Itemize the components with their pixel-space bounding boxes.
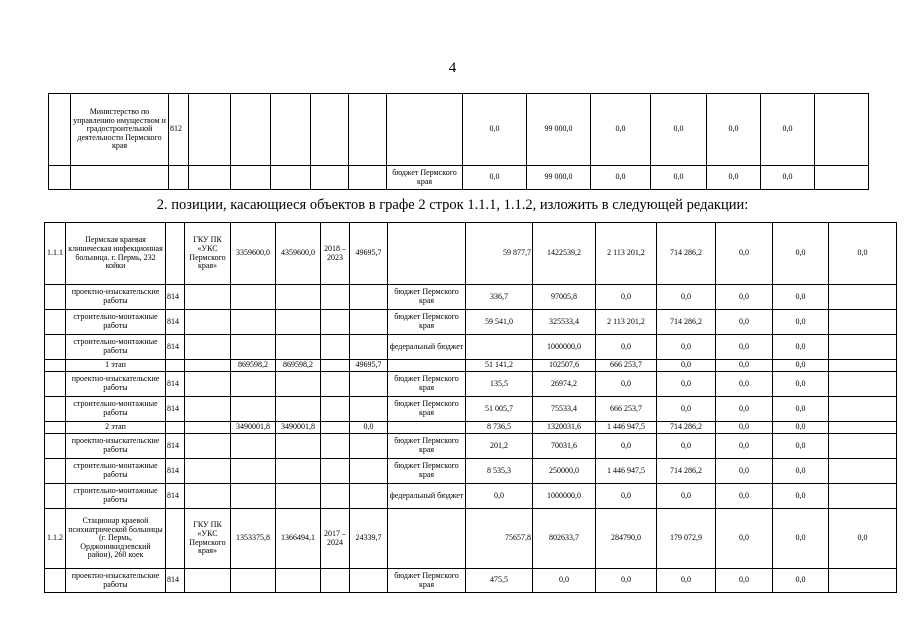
empty-cell — [829, 422, 897, 434]
empty-cell — [231, 459, 276, 484]
row-number: 1.1.2 — [45, 509, 66, 569]
empty-cell — [321, 285, 350, 310]
cell: 0,0 — [773, 372, 829, 397]
cell: 0,0 — [651, 94, 707, 166]
empty-cell — [231, 372, 276, 397]
cell: 0,0 — [773, 569, 829, 593]
empty-cell — [45, 310, 66, 335]
empty-cell — [45, 422, 66, 434]
code: 814 — [166, 434, 185, 459]
empty-cell — [321, 310, 350, 335]
empty-cell — [185, 569, 231, 593]
cell: 75533,4 — [533, 397, 596, 422]
code: 814 — [166, 397, 185, 422]
cell: 59 877,7 — [466, 223, 533, 285]
stage-name: 1 этап — [66, 360, 166, 372]
cell: 0,0 — [773, 285, 829, 310]
cell: 0,0 — [657, 335, 716, 360]
empty-cell — [388, 509, 466, 569]
code: 814 — [166, 569, 185, 593]
empty-cell — [45, 434, 66, 459]
empty-cell — [321, 459, 350, 484]
section-heading: 2. позиции, касающиеся объектов в графе 2 строк 1.1.1, 1.1.2, изложить в следующей редакции: — [156, 197, 749, 213]
cell: 0,0 — [657, 360, 716, 372]
stage-row — [45, 422, 897, 434]
cell: 0,0 — [657, 397, 716, 422]
cost-value: 869598,2 — [276, 360, 321, 372]
empty-cell — [388, 360, 466, 372]
empty-cell — [231, 310, 276, 335]
cell: 714 286,2 — [657, 459, 716, 484]
cell: 714 286,2 — [657, 310, 716, 335]
empty-cell — [829, 459, 897, 484]
period: 2018 – 2023 — [321, 223, 350, 285]
empty-cell — [231, 335, 276, 360]
empty-cell — [350, 459, 388, 484]
work-row — [45, 310, 897, 335]
cell: 0,0 — [761, 94, 815, 166]
cell: 51 005,7 — [466, 397, 533, 422]
empty-cell — [321, 484, 350, 509]
capacity: 24339,7 — [350, 509, 388, 569]
cell: 0,0 — [596, 285, 657, 310]
work-name: строительно-монтажные работы — [66, 310, 166, 335]
cell: 0,0 — [657, 285, 716, 310]
code: 814 — [166, 285, 185, 310]
cell: 0,0 — [596, 372, 657, 397]
capacity: 49695,7 — [350, 223, 388, 285]
empty-cell — [276, 434, 321, 459]
source-label: бюджет Пермского края — [388, 569, 466, 593]
cell: 1320031,6 — [533, 422, 596, 434]
ministry-code: 812 — [169, 94, 189, 166]
source-label: бюджет Пермского края — [388, 434, 466, 459]
cell: 1 446 947,5 — [596, 422, 657, 434]
empty-cell — [276, 285, 321, 310]
cell: 0,0 — [591, 166, 651, 190]
empty-cell — [185, 422, 231, 434]
empty-cell — [45, 397, 66, 422]
empty-cell — [166, 360, 185, 372]
executor: ГКУ ПК «УКС Пермского края» — [185, 509, 231, 569]
cell: 0,0 — [657, 434, 716, 459]
cell: 0,0 — [596, 335, 657, 360]
cell: 0,0 — [716, 422, 773, 434]
source-label: бюджет Пермского края — [388, 310, 466, 335]
objects-table — [44, 222, 897, 593]
cell: 0,0 — [773, 223, 829, 285]
cell: 714 286,2 — [657, 223, 716, 285]
cell: 0,0 — [761, 166, 815, 190]
work-row — [45, 372, 897, 397]
empty-cell — [829, 397, 897, 422]
cell: 0,0 — [596, 434, 657, 459]
cell: 0,0 — [716, 335, 773, 360]
work-row — [45, 459, 897, 484]
empty-cell — [321, 397, 350, 422]
cell: 0,0 — [773, 310, 829, 335]
cell: 99 000,0 — [527, 94, 591, 166]
work-name: проектно-изыскательские работы — [66, 285, 166, 310]
cell — [466, 335, 533, 360]
empty-cell — [276, 484, 321, 509]
cell: 0,0 — [463, 166, 527, 190]
object-name: Стационар краевой психиатрической больницы (г. Пермь, Орджоникидзевский район), 260 коек — [66, 509, 166, 569]
cell: 250000,0 — [533, 459, 596, 484]
object-row — [45, 223, 897, 285]
work-name: строительно-монтажные работы — [66, 459, 166, 484]
empty-cell — [166, 509, 185, 569]
cost-value: 4359600,0 — [276, 223, 321, 285]
empty-cell — [45, 459, 66, 484]
empty-cell — [276, 459, 321, 484]
empty-cell — [829, 434, 897, 459]
empty-cell — [166, 223, 185, 285]
empty-cell — [231, 397, 276, 422]
cost-value: 1366494,1 — [276, 509, 321, 569]
empty-cell — [321, 569, 350, 593]
cell: 97005,8 — [533, 285, 596, 310]
empty-cell — [185, 372, 231, 397]
cell: 0,0 — [716, 459, 773, 484]
empty-cell — [350, 484, 388, 509]
empty-cell — [350, 397, 388, 422]
page-number: 4 — [448, 60, 457, 76]
empty-cell — [350, 285, 388, 310]
cost-value: 869598,2 — [231, 360, 276, 372]
cell: 0,0 — [716, 360, 773, 372]
work-name: проектно-изыскательские работы — [66, 434, 166, 459]
cell: 325533,4 — [533, 310, 596, 335]
cell: 8 535,3 — [466, 459, 533, 484]
cell: 336,7 — [466, 285, 533, 310]
cell: 201,2 — [466, 434, 533, 459]
empty-cell — [350, 569, 388, 593]
cell: 0,0 — [707, 94, 761, 166]
cell: 0,0 — [651, 166, 707, 190]
empty-cell — [185, 459, 231, 484]
cell: 0,0 — [773, 509, 829, 569]
cell: 666 253,7 — [596, 397, 657, 422]
empty-cell — [185, 285, 231, 310]
work-row — [45, 434, 897, 459]
empty-cell — [276, 569, 321, 593]
source-label: бюджет Пермского края — [388, 459, 466, 484]
empty-cell — [350, 310, 388, 335]
empty-cell — [321, 360, 350, 372]
source-label: бюджет Пермского края — [388, 397, 466, 422]
empty-cell — [231, 569, 276, 593]
cell: 0,0 — [716, 285, 773, 310]
empty-cell — [231, 285, 276, 310]
cell: 475,5 — [466, 569, 533, 593]
cell: 802633,7 — [533, 509, 596, 569]
empty-cell — [350, 434, 388, 459]
ministry-row — [49, 94, 905, 166]
code: 814 — [166, 310, 185, 335]
ministry-name: Министерство по управлению имуществом и градостроительной деятельности Пермского края — [71, 94, 169, 166]
empty-cell — [185, 360, 231, 372]
object-name: Пермская краевая клиническая инфекционная больница. г. Пермь, 232 койки — [66, 223, 166, 285]
cell: 135,5 — [466, 372, 533, 397]
empty-cell — [350, 335, 388, 360]
work-name: строительно-монтажные работы — [66, 397, 166, 422]
empty-cell — [185, 335, 231, 360]
empty-cell — [350, 372, 388, 397]
cell: 0,0 — [657, 372, 716, 397]
empty-cell — [829, 360, 897, 372]
empty-cell — [276, 372, 321, 397]
cell: 0,0 — [716, 434, 773, 459]
cell: 70031,6 — [533, 434, 596, 459]
source-label: федеральный бюджет — [388, 484, 466, 509]
empty-cell — [231, 484, 276, 509]
ministry-budget-row — [49, 166, 905, 190]
cell: 75657,8 — [466, 509, 533, 569]
cell: 0,0 — [716, 223, 773, 285]
cell: 0,0 — [657, 569, 716, 593]
ministry-table — [48, 93, 905, 190]
work-name: строительно-монтажные работы — [66, 335, 166, 360]
cell: 102507,6 — [533, 360, 596, 372]
stage-name: 2 этап — [66, 422, 166, 434]
cell: 1422539,2 — [533, 223, 596, 285]
empty-cell — [829, 285, 897, 310]
cell: 0,0 — [716, 310, 773, 335]
row-number: 1.1.1 — [45, 223, 66, 285]
cell: 0,0 — [829, 509, 897, 569]
cell: 0,0 — [716, 397, 773, 422]
cell: 59 541,0 — [466, 310, 533, 335]
cell: 2 113 201,2 — [596, 223, 657, 285]
source-label: бюджет Пермского края — [388, 285, 466, 310]
cost-value: 3490001,8 — [276, 422, 321, 434]
cell: 666 253,7 — [596, 360, 657, 372]
cell: 0,0 — [707, 166, 761, 190]
cell: 0,0 — [773, 397, 829, 422]
cell: 0,0 — [466, 484, 533, 509]
cell: 0,0 — [463, 94, 527, 166]
cell: 0,0 — [716, 484, 773, 509]
empty-cell — [388, 422, 466, 434]
empty-cell — [829, 372, 897, 397]
empty-cell — [829, 569, 897, 593]
work-row — [45, 484, 897, 509]
cell: 714 286,2 — [657, 422, 716, 434]
cost-value: 1353375,8 — [231, 509, 276, 569]
capacity: 49695,7 — [350, 360, 388, 372]
empty-cell — [829, 484, 897, 509]
empty-cell — [388, 223, 466, 285]
cell: 0,0 — [716, 569, 773, 593]
cell: 0,0 — [773, 422, 829, 434]
empty-cell — [321, 335, 350, 360]
empty-cell — [45, 335, 66, 360]
work-row — [45, 569, 897, 593]
empty-cell — [45, 569, 66, 593]
cell: 26974,2 — [533, 372, 596, 397]
empty-cell — [185, 484, 231, 509]
cell: 0,0 — [533, 569, 596, 593]
empty-cell — [321, 434, 350, 459]
cell: 0,0 — [773, 360, 829, 372]
work-row — [45, 397, 897, 422]
cost-value: 3490001,8 — [231, 422, 276, 434]
cell: 0,0 — [716, 509, 773, 569]
code: 814 — [166, 484, 185, 509]
empty-cell — [321, 372, 350, 397]
cell: 0,0 — [591, 94, 651, 166]
work-row — [45, 285, 897, 310]
empty-cell — [829, 310, 897, 335]
cell: 1000000,0 — [533, 335, 596, 360]
cell: 0,0 — [596, 484, 657, 509]
work-name: проектно-изыскательские работы — [66, 372, 166, 397]
cell: 0,0 — [773, 484, 829, 509]
code: 814 — [166, 335, 185, 360]
cell: 1 446 947,5 — [596, 459, 657, 484]
object-row — [45, 509, 897, 569]
cell: 0,0 — [773, 335, 829, 360]
cost-value: 3359600,0 — [231, 223, 276, 285]
empty-cell — [276, 335, 321, 360]
empty-cell — [185, 397, 231, 422]
empty-cell — [185, 310, 231, 335]
work-name: строительно-монтажные работы — [66, 484, 166, 509]
period: 2017 – 2024 — [321, 509, 350, 569]
cell: 179 072,9 — [657, 509, 716, 569]
work-row — [45, 335, 897, 360]
cell: 99 000,0 — [527, 166, 591, 190]
work-name: проектно-изыскательские работы — [66, 569, 166, 593]
empty-cell — [166, 422, 185, 434]
source-label: бюджет Пермского края — [388, 372, 466, 397]
code: 814 — [166, 459, 185, 484]
executor: ГКУ ПК «УКС Пермского края» — [185, 223, 231, 285]
source-label: бюджет Пермского края — [387, 166, 463, 190]
cell: 0,0 — [716, 372, 773, 397]
cell: 2 113 201,2 — [596, 310, 657, 335]
cell: 1000000,0 — [533, 484, 596, 509]
cell: 284790,0 — [596, 509, 657, 569]
source-label: федеральный бюджет — [388, 335, 466, 360]
cell: 0,0 — [657, 484, 716, 509]
empty-cell — [45, 285, 66, 310]
cell: 0,0 — [773, 459, 829, 484]
cell: 0,0 — [773, 434, 829, 459]
empty-cell — [276, 310, 321, 335]
empty-cell — [276, 397, 321, 422]
empty-cell — [321, 422, 350, 434]
empty-cell — [45, 484, 66, 509]
cell: 8 736,5 — [466, 422, 533, 434]
capacity: 0,0 — [350, 422, 388, 434]
stage-row — [45, 360, 897, 372]
empty-cell — [231, 434, 276, 459]
empty-cell — [185, 434, 231, 459]
cell: 0,0 — [829, 223, 897, 285]
cell: 51 141,2 — [466, 360, 533, 372]
cell: 0,0 — [596, 569, 657, 593]
empty-cell — [45, 360, 66, 372]
code: 814 — [166, 372, 185, 397]
empty-cell — [45, 372, 66, 397]
empty-cell — [829, 335, 897, 360]
